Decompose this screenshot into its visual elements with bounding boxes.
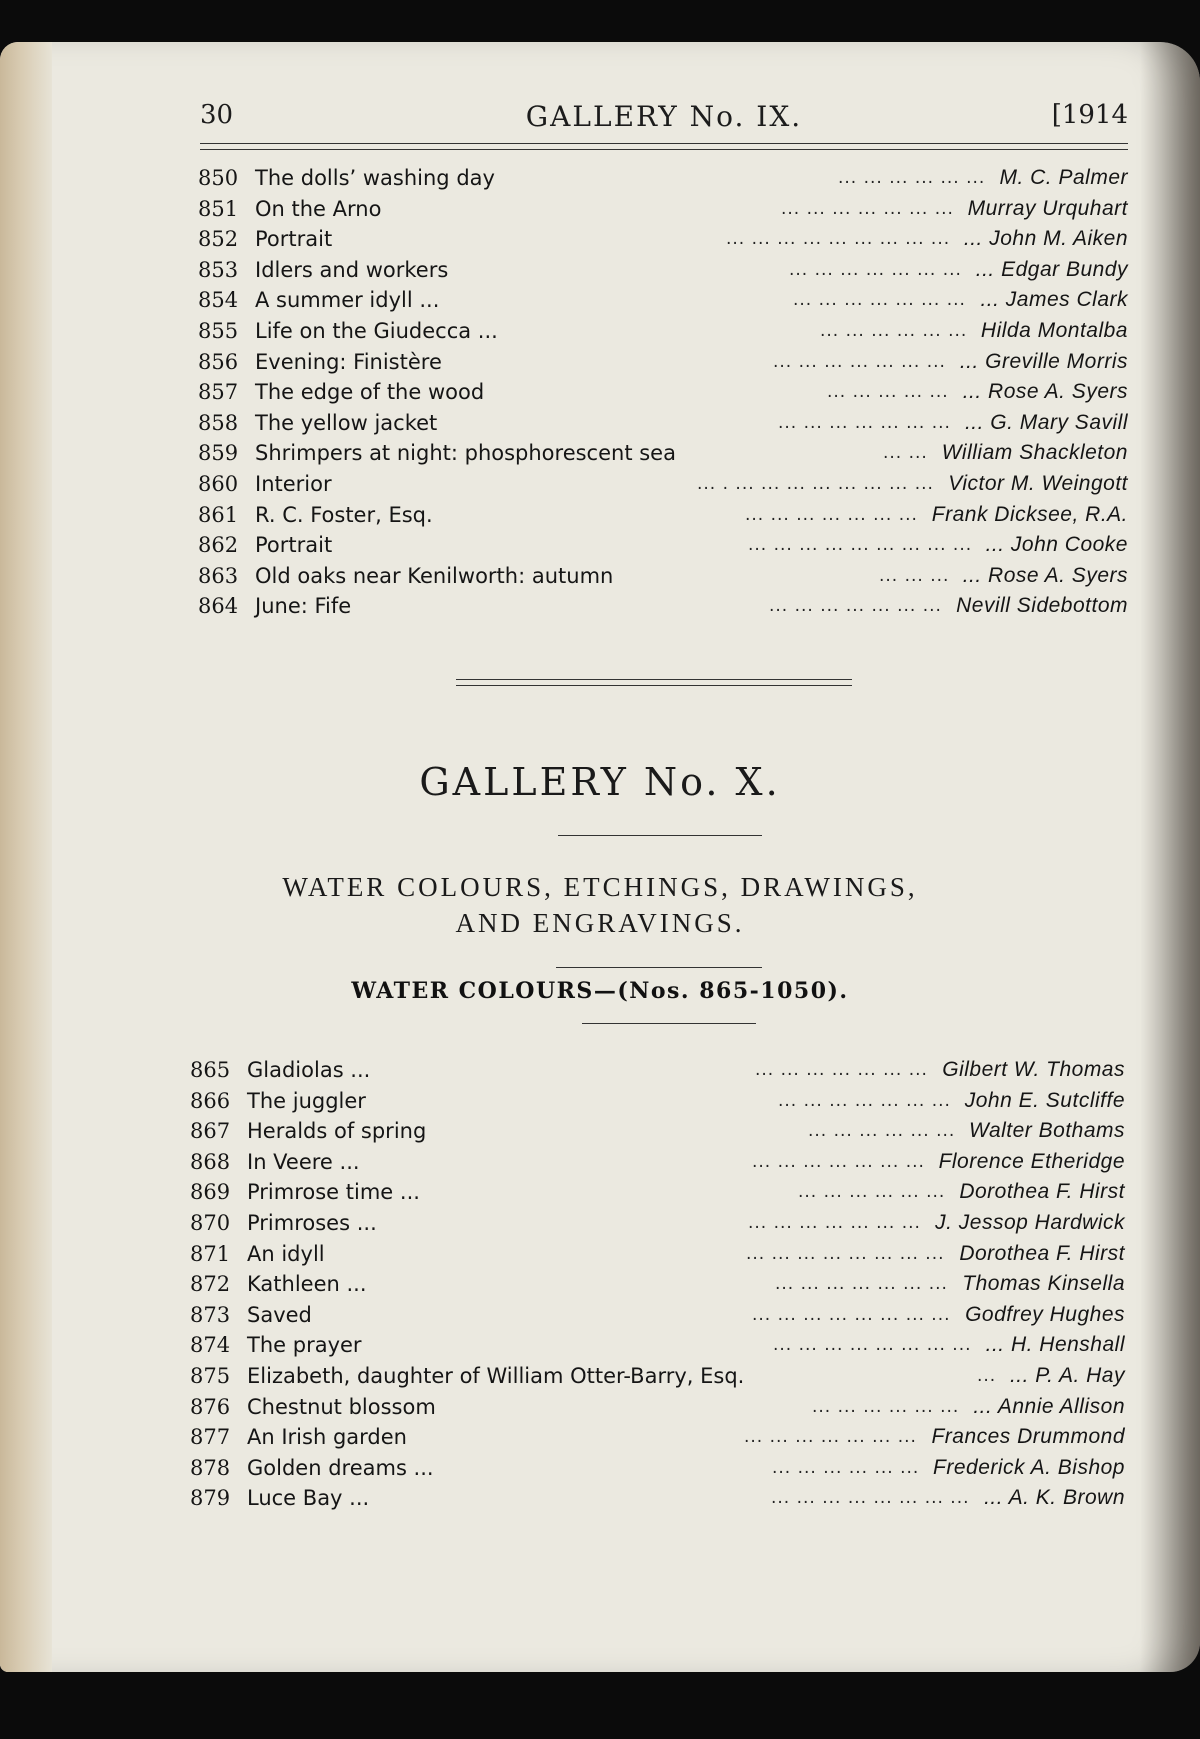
entry-number: 850: [198, 166, 239, 190]
entry-artist: Walter Bothams: [969, 1119, 1125, 1143]
entry-leader-dots: ... ... ... ... ... ... ...: [748, 1213, 921, 1233]
entry-number: 878: [190, 1455, 231, 1480]
entry-title: The juggler: [247, 1088, 366, 1113]
running-header: [200, 100, 1128, 140]
entry-number: 877: [190, 1425, 231, 1450]
entry-title: The dolls’ washing day: [255, 166, 495, 190]
entry-leader-dots: ... ... ... ... ... ... ... ... ...: [726, 229, 951, 250]
catalogue-entry: [198, 591, 1128, 621]
entry-title: Golden dreams ...: [247, 1455, 434, 1480]
entry-leader-dots: ... ... ... ... ... ... ... ... ...: [748, 535, 973, 556]
catalogue-entry: [198, 408, 1128, 438]
entry-number: 852: [198, 227, 239, 252]
catalogue-entry: [198, 224, 1128, 254]
entry-title: Old oaks near Kenilworth: autumn: [255, 563, 614, 588]
entry-title: June: Fife: [255, 594, 352, 619]
entry-number: 861: [198, 502, 239, 527]
entry-title: Idlers and workers: [255, 257, 449, 282]
entry-leader-dots: ... ... ... ... ... ... ... ...: [773, 1335, 972, 1356]
entry-number: 862: [198, 533, 239, 558]
entry-title: Portrait: [255, 227, 333, 252]
entry-number: 867: [190, 1119, 231, 1144]
section-head-rule: [582, 1023, 756, 1024]
entry-number: 865: [190, 1058, 231, 1082]
entry-number: 856: [198, 349, 239, 374]
entry-leader-dots: ... ... ... ... ... ... ...: [793, 290, 966, 311]
entry-number: 857: [198, 380, 239, 405]
entry-title: Kathleen ...: [247, 1272, 367, 1297]
catalogue-entry: [190, 1269, 1125, 1299]
entry-number: 869: [190, 1180, 231, 1205]
gallery-x-subtitle-line1: WATER COLOURS, ETCHINGS, DRAWINGS,: [282, 872, 918, 902]
entry-leader-dots: ... ... ... ... ... ... ... ...: [752, 1304, 951, 1325]
entry-artist: ... Rose A. Syers: [962, 563, 1128, 587]
entry-leader-dots: ... ... ... ... ... ... ...: [745, 504, 918, 525]
entry-artist: John E. Sutcliffe: [964, 1088, 1125, 1112]
entry-title: Gladiolas ...: [247, 1058, 371, 1082]
entry-artist: ... Edgar Bundy: [975, 257, 1128, 281]
entry-leader-dots: ... ... ... ... ... ... ...: [775, 1274, 948, 1295]
entry-artist: ... Annie Allison: [973, 1394, 1125, 1418]
entry-number: 871: [190, 1241, 231, 1266]
catalogue-entry: [190, 1177, 1125, 1207]
catalogue-entry: [198, 163, 1128, 193]
entry-leader-dots: ... ... ... ... ... ...: [820, 321, 968, 341]
catalogue-entry: [190, 1483, 1125, 1513]
running-title: GALLERY No. IX.: [525, 100, 803, 133]
entry-artist: M. C. Palmer: [999, 166, 1128, 189]
entry-artist: ... James Clark: [980, 288, 1128, 312]
entry-title: A summer idyll ...: [255, 288, 440, 313]
entry-leader-dots: ... ...: [883, 443, 928, 464]
catalogue-entry: [190, 1055, 1125, 1085]
entry-title: Heralds of spring: [247, 1119, 427, 1144]
entry-artist: Nevill Sidebottom: [956, 594, 1128, 618]
entry-artist: Hilda Montalba: [980, 319, 1128, 342]
catalogue-entry: [190, 1330, 1125, 1360]
entry-artist: Gilbert W. Thomas: [942, 1058, 1125, 1081]
entry-title: R. C. Foster, Esq.: [255, 502, 433, 527]
entry-artist: ... Rose A. Syers: [962, 380, 1128, 404]
entry-leader-dots: ... ... ... ... ... ... ... ...: [771, 1488, 970, 1509]
entry-leader-dots: ... ... ... ... ... ... ...: [769, 596, 942, 617]
entry-number: 863: [198, 563, 239, 588]
catalogue-entry: [198, 194, 1128, 224]
entry-leader-dots: ...: [977, 1366, 997, 1386]
entry-leader-dots: ... ... ... ... ...: [827, 382, 949, 403]
entry-leader-dots: ... ... ...: [879, 565, 950, 586]
entry-title: Chestnut blossom: [247, 1394, 436, 1419]
entry-number: 854: [198, 288, 239, 313]
entry-title: The yellow jacket: [255, 410, 438, 435]
water-colours-heading: WATER COLOURS—(Nos. 865-1050).: [351, 978, 849, 1004]
spine-shadow: [1140, 42, 1200, 1672]
catalogue-entry: [190, 1392, 1125, 1422]
entry-leader-dots: ... ... ... ... ... ... ...: [781, 198, 954, 219]
catalogue-entry: [190, 1300, 1125, 1330]
entry-number: 879: [190, 1486, 231, 1511]
entry-title: Primroses ...: [247, 1211, 377, 1235]
entry-number: 872: [190, 1272, 231, 1297]
entry-title: Elizabeth, daughter of William Otter-Barry, Esq.: [247, 1364, 745, 1388]
page-number: 30: [200, 100, 234, 130]
entry-number: 851: [198, 196, 239, 221]
entry-leader-dots: ... ... ... ... ... ...: [812, 1396, 960, 1417]
entry-artist: ... John Cooke: [985, 533, 1128, 557]
entry-leader-dots: ... ... ... ... ... ... ...: [752, 1151, 925, 1172]
gallery-x-title: GALLERY No. X.: [419, 760, 781, 804]
entry-leader-dots: ... ... ... ... ... ... ...: [744, 1427, 917, 1448]
entry-artist: J. Jessop Hardwick: [935, 1211, 1125, 1234]
entry-title: Portrait: [255, 533, 333, 558]
catalogue-entry: [198, 255, 1128, 285]
entry-title: An idyll: [247, 1241, 325, 1266]
catalogue-entry: [190, 1239, 1125, 1269]
subtitle-rule: [556, 967, 762, 968]
catalogue-entry: [198, 561, 1128, 591]
entry-title: The prayer: [247, 1333, 362, 1358]
entry-artist: Victor M. Weingott: [948, 472, 1128, 495]
entry-artist: Dorothea F. Hirst: [959, 1241, 1125, 1265]
entry-artist: Thomas Kinsella: [962, 1272, 1125, 1296]
entry-leader-dots: ... ... ... ... ... ... ...: [789, 259, 962, 280]
catalogue-entry: [190, 1086, 1125, 1116]
entry-title: Life on the Giudecca ...: [255, 319, 498, 343]
entry-number: 874: [190, 1333, 231, 1358]
entry-title: Primrose time ...: [247, 1180, 420, 1205]
entry-number: 870: [190, 1211, 231, 1235]
entry-title: An Irish garden: [247, 1425, 407, 1450]
entry-number: 873: [190, 1302, 231, 1327]
catalogue-entry: [198, 316, 1128, 346]
entry-artist: Frances Drummond: [931, 1425, 1125, 1449]
year-label: [1914: [1051, 100, 1128, 130]
entry-artist: ... Greville Morris: [959, 349, 1128, 373]
entry-leader-dots: ... ... ... ... ... ...: [772, 1457, 920, 1478]
catalogue-entry: [198, 347, 1128, 377]
entry-leader-dots: ... ... ... ... ... ... ...: [755, 1060, 928, 1080]
entry-artist: Florence Etheridge: [938, 1149, 1125, 1173]
header-double-rule: [200, 143, 1128, 150]
catalogue-entry: [190, 1361, 1125, 1391]
entry-artist: ... G. Mary Savill: [964, 410, 1128, 434]
entry-artist: Murray Urquhart: [967, 196, 1128, 220]
gallery-x-subtitle-line2: AND ENGRAVINGS.: [455, 908, 745, 938]
entry-number: 876: [190, 1394, 231, 1419]
entry-number: 868: [190, 1149, 231, 1174]
catalogue-entry: [198, 500, 1128, 530]
entry-leader-dots: ... ... ... ... ... ...: [808, 1121, 956, 1142]
entry-leader-dots: ... ... ... ... ... ... ...: [778, 412, 951, 433]
catalogue-entry: [190, 1147, 1125, 1177]
entry-leader-dots: ... ... ... ... ... ...: [798, 1182, 946, 1203]
entry-title: Shrimpers at night: phosphorescent sea: [255, 441, 676, 466]
entry-leader-dots: ... ... ... ... ... ...: [838, 168, 986, 188]
title-rule: [558, 835, 762, 836]
entry-artist: Dorothea F. Hirst: [959, 1180, 1125, 1204]
entry-title: Luce Bay ...: [247, 1486, 370, 1511]
catalogue-entry: [190, 1422, 1125, 1452]
entry-artist: ... P. A. Hay: [1009, 1364, 1125, 1387]
catalogue-entry: [198, 438, 1128, 468]
entry-number: 875: [190, 1364, 231, 1388]
entry-number: 860: [198, 472, 239, 496]
entry-number: 866: [190, 1088, 231, 1113]
entry-leader-dots: ... ... ... ... ... ... ...: [778, 1090, 951, 1111]
catalogue-entry: [190, 1116, 1125, 1146]
entry-title: Saved: [247, 1302, 312, 1327]
entry-number: 859: [198, 441, 239, 466]
section-divider: [456, 679, 852, 686]
entry-artist: Frederick A. Bishop: [933, 1455, 1125, 1479]
entry-title: On the Arno: [255, 196, 382, 221]
catalogue-entry: [198, 469, 1128, 499]
catalogue-entry: [198, 530, 1128, 560]
entry-artist: ... A. K. Brown: [984, 1486, 1125, 1510]
entry-title: The edge of the wood: [255, 380, 485, 405]
entry-leader-dots: ... ... ... ... ... ... ... ...: [746, 1243, 945, 1264]
catalogue-entry: [198, 285, 1128, 315]
entry-leader-dots: ... ... ... ... ... ... ...: [773, 351, 946, 372]
page-edge-stack: [0, 42, 52, 1672]
entry-number: 864: [198, 594, 239, 619]
catalogue-entry: [198, 377, 1128, 407]
entry-title: Interior: [255, 472, 332, 496]
catalogue-entry: [190, 1453, 1125, 1483]
entry-number: 855: [198, 319, 239, 343]
catalogue-entry: [190, 1208, 1125, 1238]
entry-title: Evening: Finistère: [255, 349, 442, 374]
entry-number: 858: [198, 410, 239, 435]
entry-artist: William Shackleton: [941, 441, 1128, 465]
entry-artist: Godfrey Hughes: [965, 1302, 1125, 1326]
entry-artist: ... H. Henshall: [985, 1333, 1125, 1357]
entry-artist: ... John M. Aiken: [963, 227, 1128, 251]
entry-number: 853: [198, 257, 239, 282]
entry-leader-dots: ... . ... ... ... ... ... ... ... ...: [697, 474, 934, 494]
entry-title: In Veere ...: [247, 1149, 360, 1174]
entry-artist: Frank Dicksee, R.A.: [931, 502, 1128, 526]
